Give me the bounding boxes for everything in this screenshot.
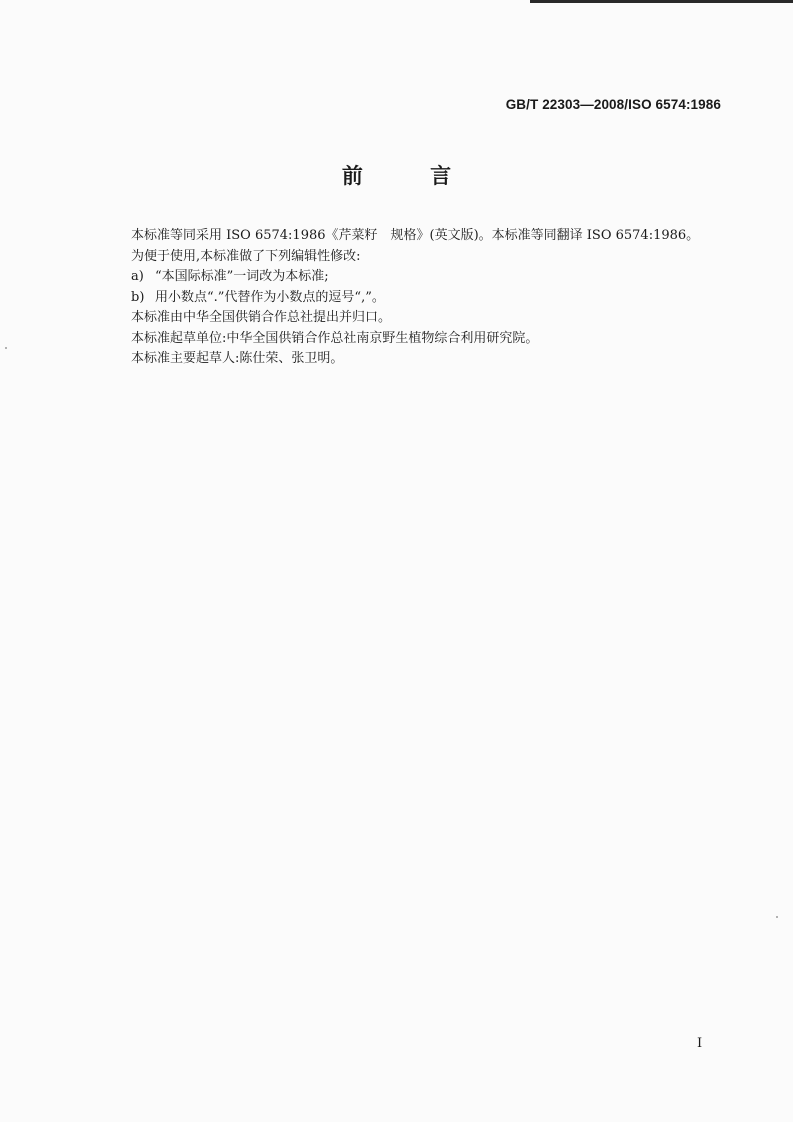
list-item — [131, 288, 731, 309]
list-item-text: “本国际标准”一词改为本标准; — [155, 269, 329, 284]
list-marker: b) — [131, 289, 145, 305]
paragraph-proposer: 本标准由中华全国供销合作总社提出并归口。 — [131, 310, 392, 325]
paragraph-adoption: 本标准等同采用 ISO 6574:1986《芹菜籽 规格》(英文版)。本标准等同翻译 ISO 6574:1986。 — [131, 228, 700, 243]
foreword-body — [131, 226, 731, 370]
page-title: 前 言 — [341, 164, 482, 188]
paragraph-drafters: 本标准主要起草人:陈仕荣、张卫明。 — [131, 351, 344, 366]
list-item-text: 用小数点“.”代替作为小数点的逗号“,”。 — [155, 289, 385, 305]
paragraph-edits-intro: 为便于使用,本标准做了下列编辑性修改: — [131, 248, 361, 264]
list-item — [131, 267, 731, 288]
standard-code: GB/T 22303—2008/ISO 6574:1986 — [505, 97, 721, 112]
scan-speck — [5, 347, 7, 349]
top-border-rule — [530, 0, 793, 3]
scan-speck — [776, 916, 778, 918]
list-marker: a) — [131, 269, 144, 284]
paragraph-drafting-unit: 本标准起草单位:中华全国供销合作总社南京野生植物综合利用研究院。 — [131, 330, 539, 346]
page-number: I — [697, 1036, 703, 1051]
